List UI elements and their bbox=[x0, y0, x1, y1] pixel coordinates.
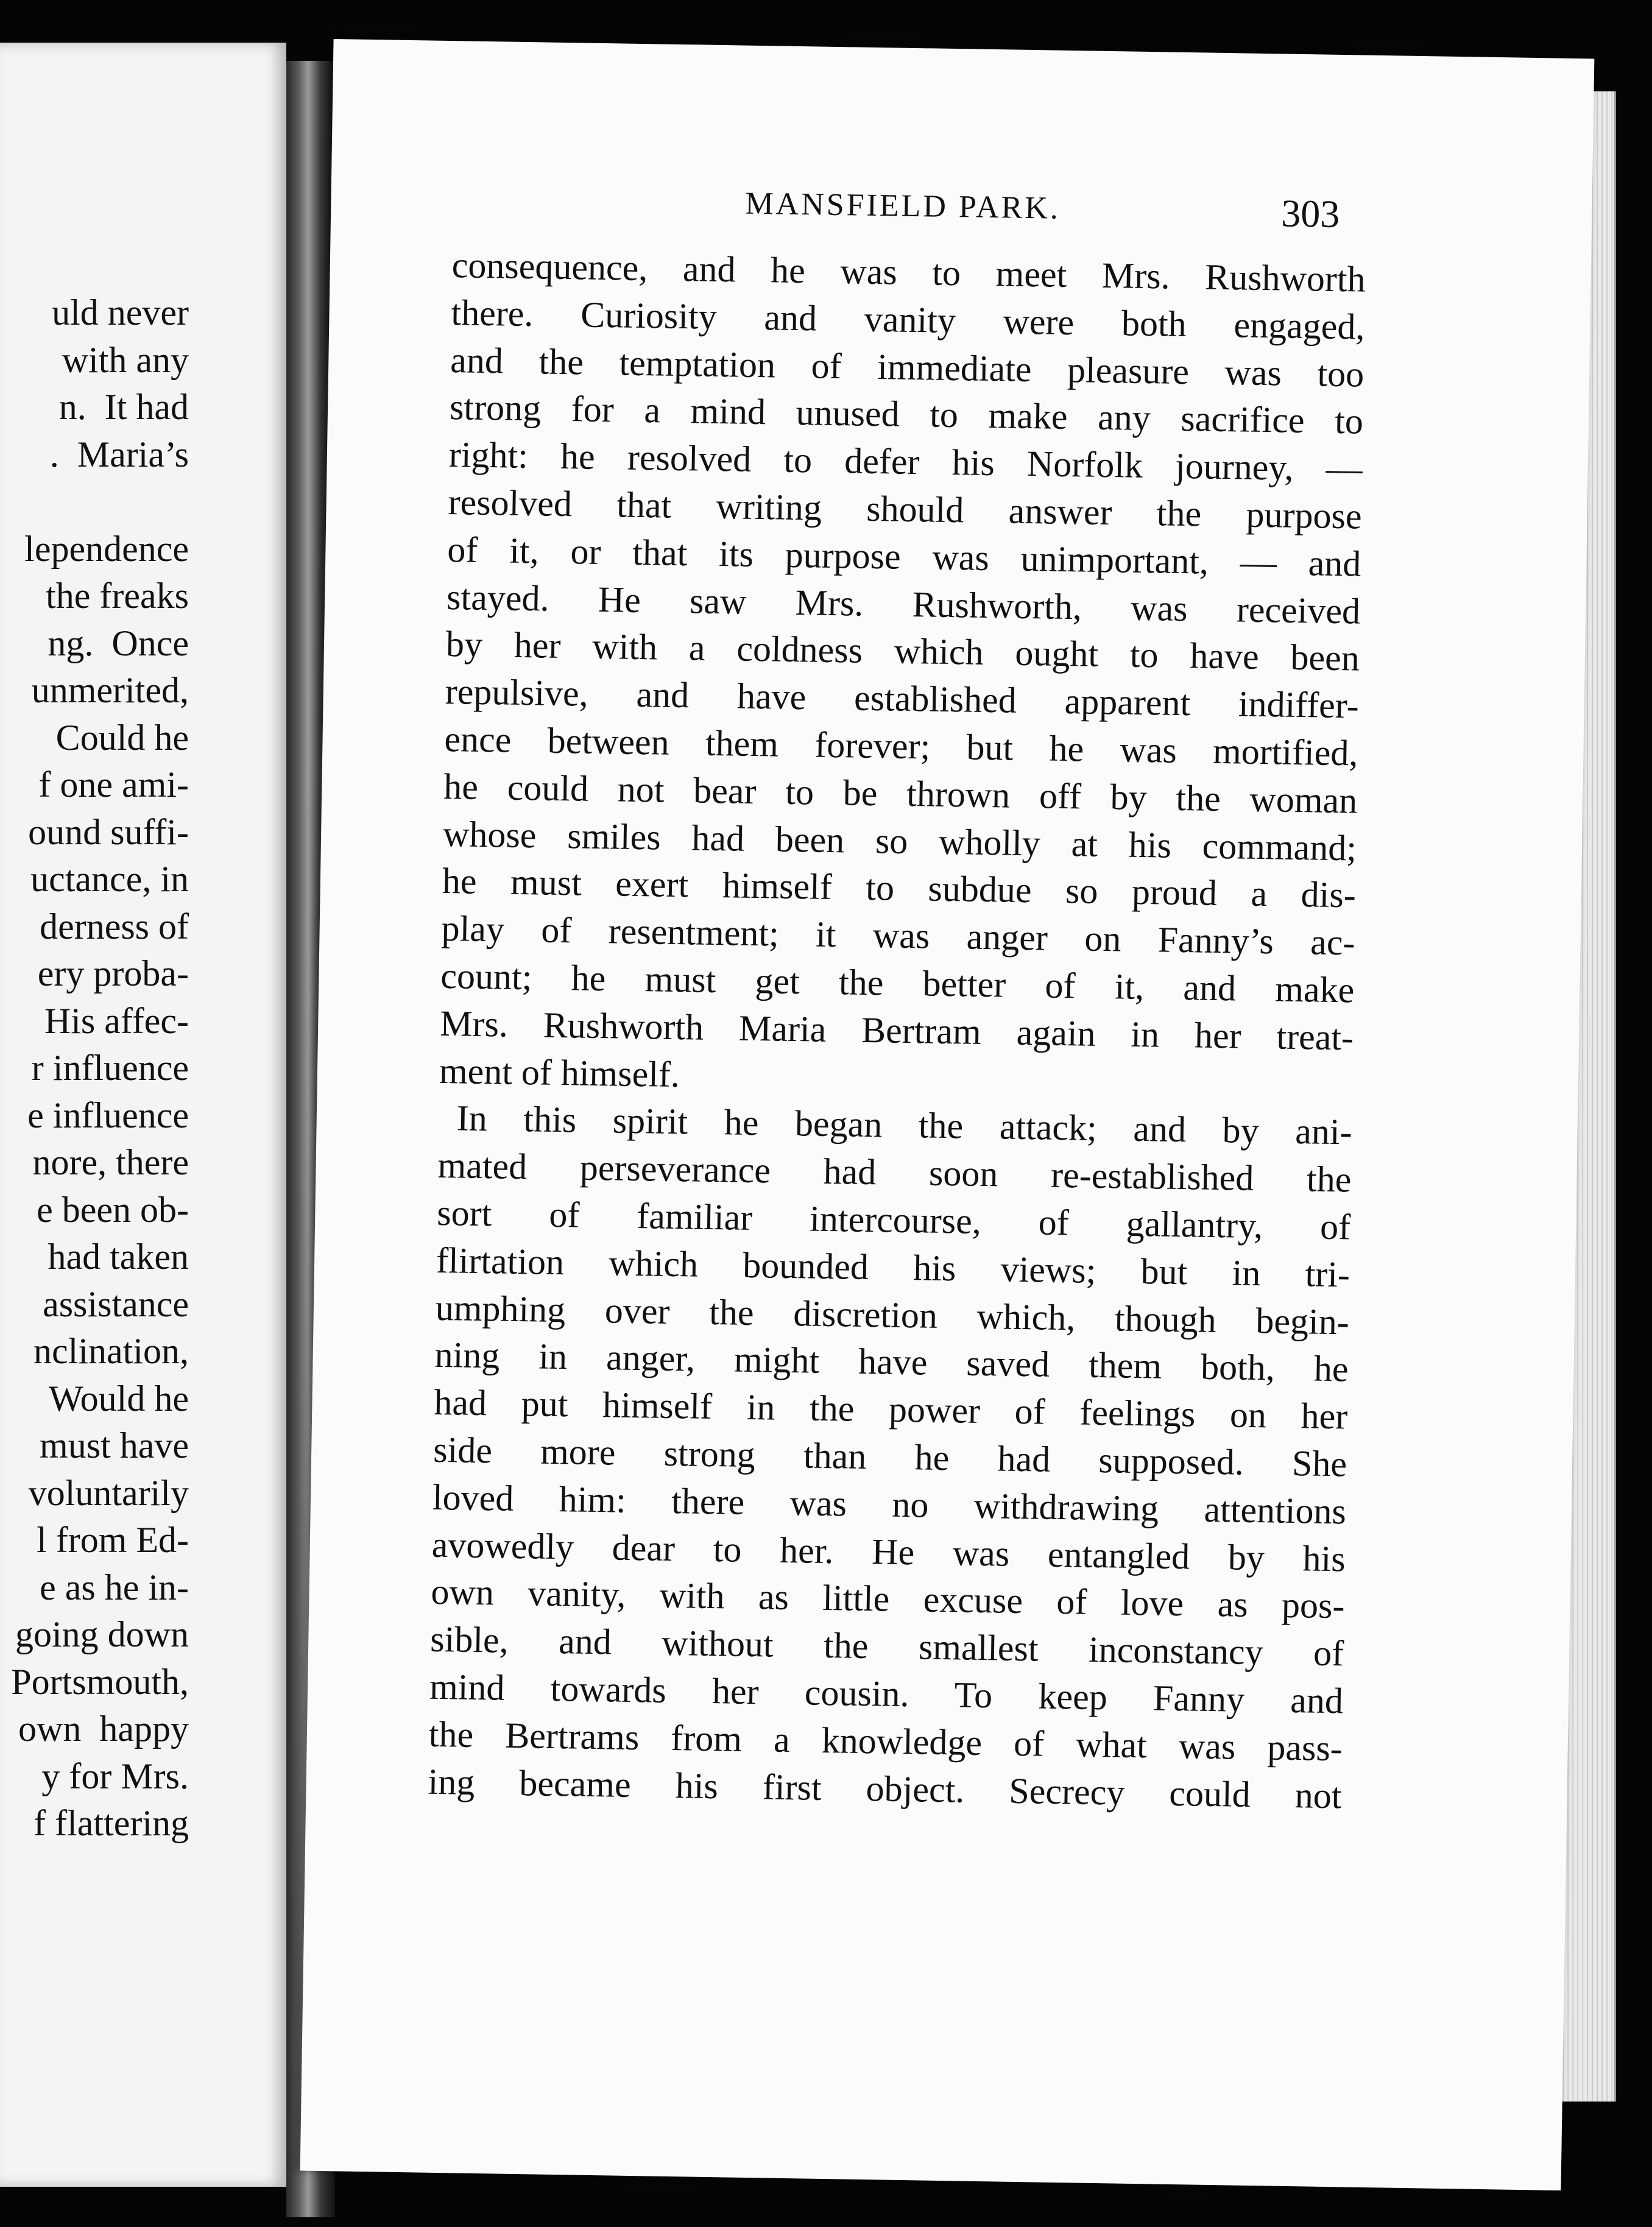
running-head: MANSFIELD PARK. bbox=[745, 186, 1061, 226]
text-line: he must exert himself to subdue so proud a dis- bbox=[442, 861, 1357, 916]
facing-line: y for Mrs. bbox=[41, 1756, 189, 1796]
text-line: ment of himself. bbox=[439, 1050, 680, 1095]
facing-line: f flattering bbox=[34, 1803, 189, 1843]
page-number: 303 bbox=[1280, 191, 1340, 236]
facing-line: ound suffi- bbox=[28, 811, 189, 852]
facing-line: r influence bbox=[31, 1048, 189, 1088]
text-line: of it, or that its purpose was unimportant, — and bbox=[447, 529, 1361, 584]
facing-line bbox=[0, 478, 189, 526]
facing-line: f one ami- bbox=[38, 764, 189, 805]
text-line: ing became his first object. Secrecy could not bbox=[428, 1761, 1343, 1816]
facing-line: uld never bbox=[52, 292, 189, 333]
facing-line: His affec- bbox=[44, 1000, 189, 1041]
text-line: ence between them forever; but he was mortified, bbox=[444, 718, 1358, 774]
text-line: had put himself in the power of feelings on her bbox=[433, 1382, 1348, 1437]
text-line: stayed. He saw Mrs. Rushworth, was received bbox=[446, 576, 1361, 632]
facing-line: going down bbox=[15, 1614, 189, 1654]
text-line: sible, and without the smallest inconstancy of bbox=[429, 1618, 1344, 1674]
facing-line: the freaks bbox=[46, 576, 189, 616]
text-line: mated perseverance had soon re-established the bbox=[437, 1145, 1352, 1200]
text-line: loved him: there was no withdrawing attentions bbox=[432, 1477, 1347, 1532]
text-line: Mrs. Rushworth Maria Bertram again in her treat- bbox=[439, 1003, 1354, 1058]
book-page bbox=[300, 39, 1595, 2190]
text-line: repulsive, and have established apparent indiffer- bbox=[445, 671, 1360, 726]
text-line: ning in anger, might have saved them both, he bbox=[434, 1335, 1349, 1389]
facing-line: uctance, in bbox=[30, 859, 189, 899]
text-line: strong for a mind unused to make any sacrifice to bbox=[449, 387, 1364, 442]
text-line: count; he must get the better of it, and make bbox=[440, 955, 1355, 1011]
text-line: side more strong than he had supposed. She bbox=[432, 1429, 1347, 1484]
text-line: he could not bear to be thrown off by the woman bbox=[443, 766, 1358, 821]
facing-line: nclination, bbox=[34, 1331, 189, 1371]
text-line: the Bertrams from a knowledge of what was pass- bbox=[428, 1713, 1343, 1769]
text-line: there. Curiosity and vanity were both engaged, bbox=[451, 292, 1365, 347]
facing-line: l from Ed- bbox=[37, 1520, 189, 1560]
facing-page bbox=[0, 43, 286, 2187]
facing-line: own happy bbox=[18, 1709, 189, 1749]
facing-line: unmerited, bbox=[31, 670, 189, 710]
facing-line: e been ob- bbox=[37, 1189, 189, 1230]
text-line: play of resentment; it was anger on Fanny’s ac- bbox=[441, 908, 1356, 963]
facing-line: . Maria’s bbox=[49, 434, 189, 475]
text-line: avowedly dear to her. He was entangled by his bbox=[431, 1524, 1346, 1579]
facing-line: lependence bbox=[24, 528, 189, 569]
facing-line: ng. Once bbox=[48, 623, 189, 663]
text-line: right: he resolved to defer his Norfolk journey, — bbox=[448, 434, 1363, 489]
facing-line: with any bbox=[62, 339, 189, 380]
body-text bbox=[428, 242, 1366, 1820]
text-line: resolved that writing should answer the purpose bbox=[448, 481, 1363, 537]
text-line: whose smiles had been so wholly at his command; bbox=[442, 813, 1357, 869]
text-line: sort of familiar intercourse, of gallantry, of bbox=[436, 1192, 1351, 1248]
facing-line: must have bbox=[40, 1425, 189, 1466]
text-line: by her with a coldness which ought to have been bbox=[445, 624, 1360, 679]
facing-line: Portsmouth, bbox=[11, 1661, 189, 1702]
facing-line: ery proba- bbox=[37, 953, 189, 994]
facing-line: Would he bbox=[48, 1378, 189, 1419]
facing-line: nore, there bbox=[32, 1142, 189, 1182]
text-line: consequence, and he was to meet Mrs. Rushworth bbox=[451, 245, 1366, 300]
facing-line: e as he in- bbox=[40, 1567, 189, 1608]
text-line: and the temptation of immediate pleasure was too bbox=[450, 339, 1364, 395]
facing-line: voluntarily bbox=[28, 1472, 189, 1513]
facing-line: n. It had bbox=[58, 387, 189, 427]
text-line: umphing over the discretion which, though begin- bbox=[435, 1287, 1350, 1342]
facing-page-text bbox=[0, 289, 189, 1848]
text-line: own vanity, with as little excuse of love as pos- bbox=[431, 1572, 1345, 1626]
facing-line: Could he bbox=[55, 717, 189, 758]
text-line: mind towards her cousin. To keep Fanny and bbox=[429, 1666, 1344, 1721]
facing-line: assistance bbox=[43, 1283, 189, 1324]
facing-line: e influence bbox=[27, 1095, 189, 1135]
text-line: In this spirit he began the attack; and by ani- bbox=[456, 1098, 1353, 1152]
text-line: flirtation which bounded his views; but in tri- bbox=[436, 1240, 1350, 1295]
facing-line: derness of bbox=[40, 906, 189, 947]
facing-line: had taken bbox=[48, 1237, 189, 1277]
